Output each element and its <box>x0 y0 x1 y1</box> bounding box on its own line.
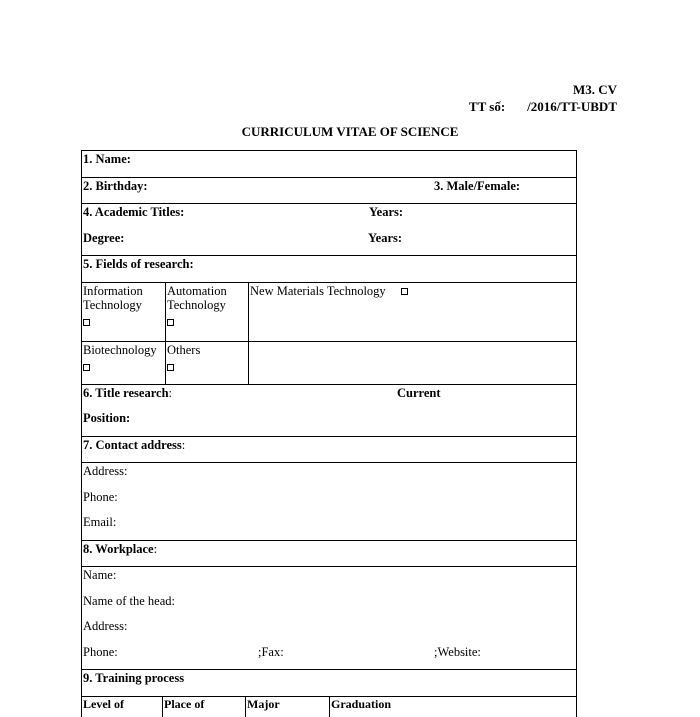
contact-email-field[interactable] <box>82 514 576 540</box>
birthday-field[interactable] <box>82 178 576 204</box>
section-workplace-details <box>81 567 577 670</box>
field-biotech-label: Biotechnology <box>83 342 157 357</box>
form-code: M3. CV <box>572 82 617 97</box>
checkbox-others[interactable] <box>167 364 174 371</box>
field-info-tech <box>82 283 166 341</box>
workplace-website-label: ;Website: <box>434 644 481 659</box>
workplace-name-field[interactable] <box>82 567 576 593</box>
field-new-materials <box>249 283 576 341</box>
training-heading <box>82 670 576 696</box>
contact-heading <box>82 437 576 463</box>
workplace-head-field[interactable] <box>82 593 576 619</box>
position-field[interactable] <box>82 410 576 436</box>
section-contact <box>81 437 577 464</box>
checkbox-new-materials[interactable] <box>401 288 408 295</box>
birthday-label: 2. Birthday: <box>83 178 148 193</box>
section-birthday <box>81 178 577 205</box>
contact-address-label: Address: <box>83 464 128 478</box>
title-research-field[interactable] <box>82 385 576 411</box>
workplace-head-label: Name of the head: <box>83 593 175 608</box>
field-new-materials-label: New Materials Technology <box>250 283 386 298</box>
field-automation-tech-label: Automation Technology <box>167 283 227 312</box>
training-label: 9. Training process <box>83 671 185 685</box>
contact-phone-label: Phone: <box>83 489 118 504</box>
workplace-fax-label: ;Fax: <box>258 644 284 659</box>
section-contact-details <box>81 463 577 541</box>
section-training <box>81 670 577 697</box>
training-col-place: Place of <box>163 697 246 717</box>
field-biotech <box>82 342 166 384</box>
current-label: Current <box>397 385 441 400</box>
academic-titles-field[interactable] <box>82 204 576 230</box>
gender-label: 3. Male/Female: <box>434 178 521 193</box>
field-info-tech-label: Information Technology <box>83 283 143 312</box>
contact-address-field[interactable] <box>82 463 576 489</box>
fields-row-2 <box>81 342 577 385</box>
years-label-1: Years: <box>369 205 404 219</box>
field-others-label: Others <box>167 342 201 357</box>
name-label: 1. Name: <box>83 152 131 166</box>
contact-email-label: Email: <box>83 515 117 529</box>
document-reference <box>469 100 617 115</box>
checkbox-automation-tech[interactable] <box>167 319 174 326</box>
section-academic <box>81 204 577 256</box>
contact-label: 7. Contact address: <box>83 437 186 452</box>
years-label-2: Years: <box>368 230 403 245</box>
field-others <box>166 342 249 384</box>
position-label: Position: <box>83 411 131 425</box>
degree-label: Degree: <box>83 230 125 245</box>
section-name <box>81 151 577 178</box>
contact-phone-field[interactable] <box>82 489 576 515</box>
academic-titles-label: 4. Academic Titles: <box>83 205 185 219</box>
reference-number: /2016/TT-UBDT <box>527 99 617 114</box>
fields-row-1 <box>81 283 577 342</box>
checkbox-info-tech[interactable] <box>83 319 90 326</box>
training-col-major: Major <box>246 697 330 717</box>
fields-label: 5. Fields of research: <box>83 257 194 271</box>
page-title: CURRICULUM VITAE OF SCIENCE <box>241 124 459 139</box>
title-research-label: 6. Title research: <box>83 385 173 400</box>
workplace-name-label: Name: <box>83 568 117 582</box>
fields-heading <box>82 256 576 282</box>
checkbox-biotech[interactable] <box>83 364 90 371</box>
workplace-heading <box>82 541 576 567</box>
workplace-address-label: Address: <box>83 619 128 633</box>
cv-form <box>81 150 577 717</box>
workplace-address-field[interactable] <box>82 618 576 644</box>
field-automation-tech <box>166 283 249 341</box>
reference-prefix: TT số: <box>468 99 506 114</box>
training-col-graduation: Graduation <box>331 696 392 711</box>
workplace-phone-field[interactable] <box>82 644 576 670</box>
section-fields <box>81 256 577 283</box>
name-field[interactable] <box>82 151 576 177</box>
workplace-label: 8. Workplace: <box>83 541 158 556</box>
section-title-research <box>81 385 577 437</box>
degree-field[interactable] <box>82 230 576 256</box>
section-workplace <box>81 541 577 568</box>
workplace-phone-label: Phone: <box>83 644 118 659</box>
training-col-level: Level of <box>82 697 163 717</box>
field-empty <box>249 342 576 384</box>
